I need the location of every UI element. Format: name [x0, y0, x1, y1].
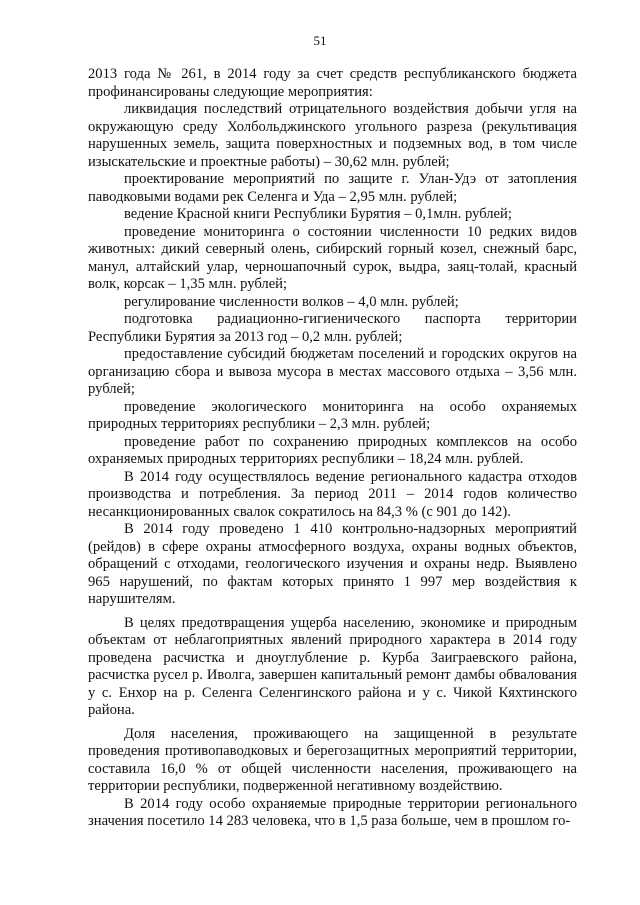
paragraph-waste-cadastre: В 2014 году осуществлялось ведение регионального кадастра отходов производства и потребления. За период 2011 – 2014 годов количество несанкционированных свалок сократилось на 84,3 % (с 901 до 142). [88, 468, 577, 520]
paragraph-population-share: Доля населения, проживающего на защищенной в результате проведения противопаводковых и берегозащитных мероприятий территории, составила 16,0 % от общей численности населения, проживающего на территории республики, подверженной негативному воздействию. [88, 725, 577, 794]
paragraph-intro: 2013 года № 261, в 2014 году за счет средств республиканского бюджета профинансированы следующие мероприятия: [88, 66, 577, 100]
list-item-monitoring-species: проведение мониторинга о состоянии численности 10 редких видов животных: дикий северный олень, сибирский горный козел, снежный барс, манул, алтайский улар, черношапочный сурок, выдра, заяц-толай, красный волк, корсак – 1,35 млн. рублей; [88, 223, 577, 292]
body-text [88, 66, 577, 831]
list-item-coal-mine: ликвидация последствий отрицательного воздействия добычи угля на окружающую среду Холбольджинского угольного разреза (рекультивация нарушенных земель, защита поверхностных и подземных вод, в том числе изыскательские и проектные работы) – 30,62 млн. рублей; [88, 101, 577, 170]
list-item-nature-complexes: проведение работ по сохранению природных комплексов на особо охраняемых природных территориях республики – 18,24 млн. рублей. [88, 433, 577, 467]
list-item-flood-protection: проектирование мероприятий по защите г. Улан-Удэ от затопления паводковыми водами рек Селенга и Уда – 2,95 млн. рублей; [88, 171, 577, 205]
list-item-eco-monitoring: проведение экологического мониторинга на особо охраняемых природных территориях республики – 2,3 млн. рублей; [88, 398, 577, 432]
paragraph-protected-areas: В 2014 году особо охраняемые природные территории регионального значения посетило 14 283 человека, что в 1,5 раза больше, чем в прошлом го- [88, 795, 577, 829]
paragraph-inspections: В 2014 году проведено 1 410 контрольно-надзорных мероприятий (рейдов) в сфере охраны атмосферного воздуха, охраны водных объектов, обращений с отходами, геологического изучения и охраны недр. Выявлено 965 нарушений, по фактам которых принято 1 997 мер воздействия к нарушителям. [88, 521, 577, 607]
paragraph-damage-prevention: В целях предотвращения ущерба населению, экономике и природным объектам от неблагоприятных явлений природного характера в 2014 году проведена расчистка и дноуглубление р. Курба Заиграевского района, расчистка русел р. Иволга, завершен капитальный ремонт дамбы обвалования у с. Енхор на р. Селенга Селенгинского района и у с. Чикой Кяхтинского района. [88, 614, 577, 718]
page-number: 51 [313, 33, 327, 48]
list-item-subsidies: предоставление субсидий бюджетам поселений и городских округов на организацию сбора и вывоза мусора в местах массового отдыха – 3,56 млн. рублей; [88, 346, 577, 397]
list-item-red-book: ведение Красной книги Республики Бурятия – 0,1млн. рублей; [124, 206, 512, 222]
list-item-radiation-passport: подготовка радиационно-гигиенического паспорта территории Республики Бурятия за 2013 год – 0,2 млн. рублей; [88, 311, 577, 345]
list-item-wolves: регулирование численности волков – 4,0 млн. рублей; [124, 293, 459, 310]
